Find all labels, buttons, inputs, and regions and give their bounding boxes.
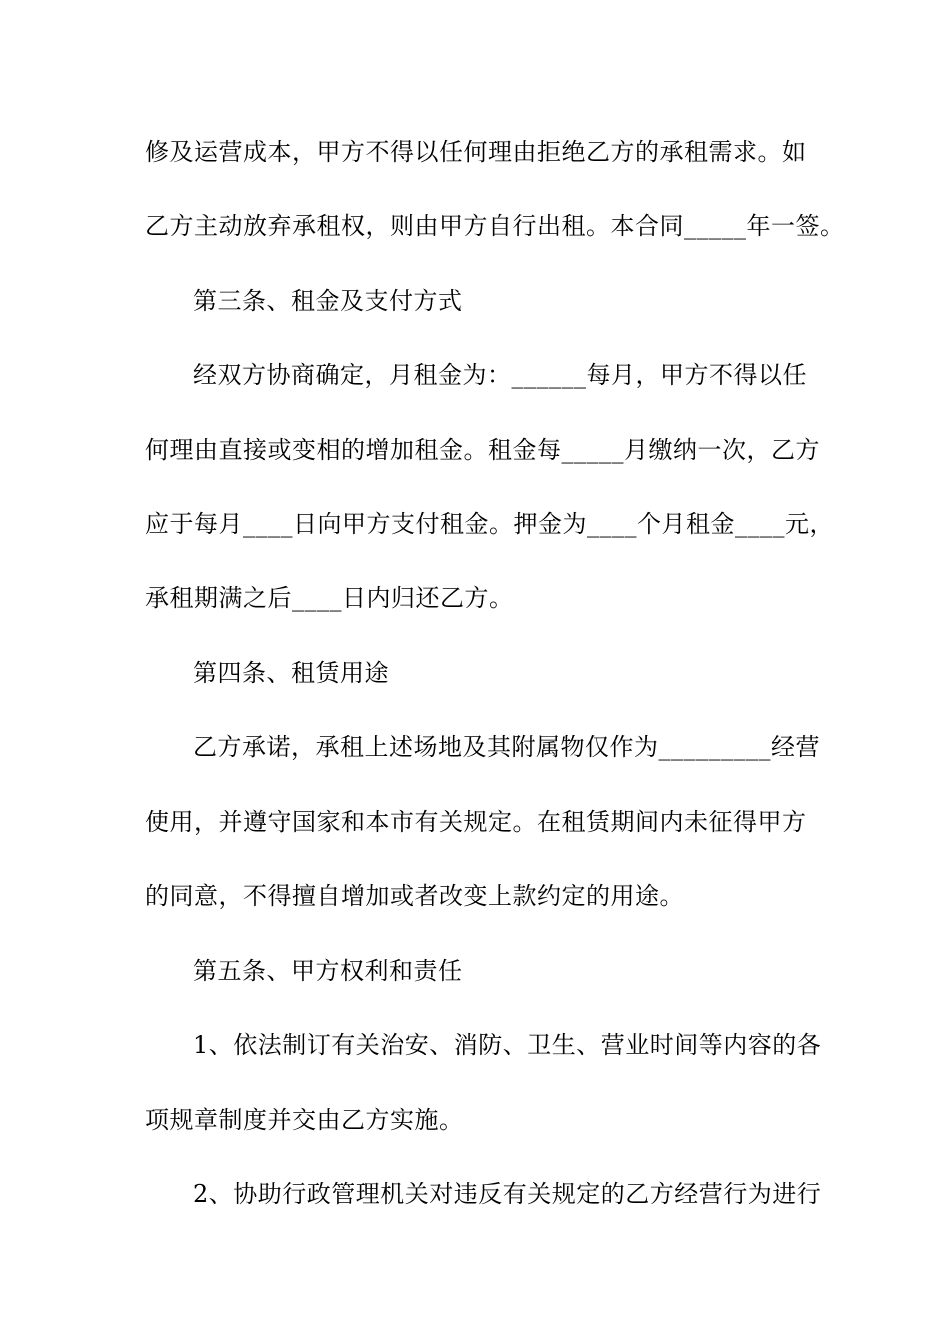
list-item-2: 2、协助行政管理机关对违反有关规定的乙方经营行为进行 xyxy=(193,1180,822,1208)
body-text-line: 乙方主动放弃承租权，则由甲方自行出租。本合同_____年一签。 xyxy=(145,212,845,240)
article-5-heading: 第五条、甲方权利和责任 xyxy=(193,957,463,985)
body-text-line: 修及运营成本，甲方不得以任何理由拒绝乙方的承租需求。如 xyxy=(145,138,807,166)
body-text-line: 使用，并遵守国家和本市有关规定。在租赁期间内未征得甲方 xyxy=(145,808,807,836)
body-text-line: 项规章制度并交由乙方实施。 xyxy=(145,1106,464,1134)
body-text-line: 经双方协商确定，月租金为：______每月，甲方不得以任 xyxy=(193,361,807,389)
body-text-line: 应于每月____日向甲方支付租金。押金为____个月租金____元， xyxy=(145,510,834,538)
list-item-1: 1、依法制订有关治安、消防、卫生、营业时间等内容的各 xyxy=(193,1031,822,1059)
article-4-heading: 第四条、租赁用途 xyxy=(193,659,389,687)
body-text-line: 的同意，不得擅自增加或者改变上款约定的用途。 xyxy=(145,882,684,910)
body-text-line: 承租期满之后____日内归还乙方。 xyxy=(145,584,514,612)
article-3-heading: 第三条、租金及支付方式 xyxy=(193,287,463,315)
body-text-line: 何理由直接或变相的增加租金。租金每_____月缴纳一次，乙方 xyxy=(145,436,820,464)
body-text-line: 乙方承诺，承租上述场地及其附属物仅作为_________经营 xyxy=(193,733,820,761)
